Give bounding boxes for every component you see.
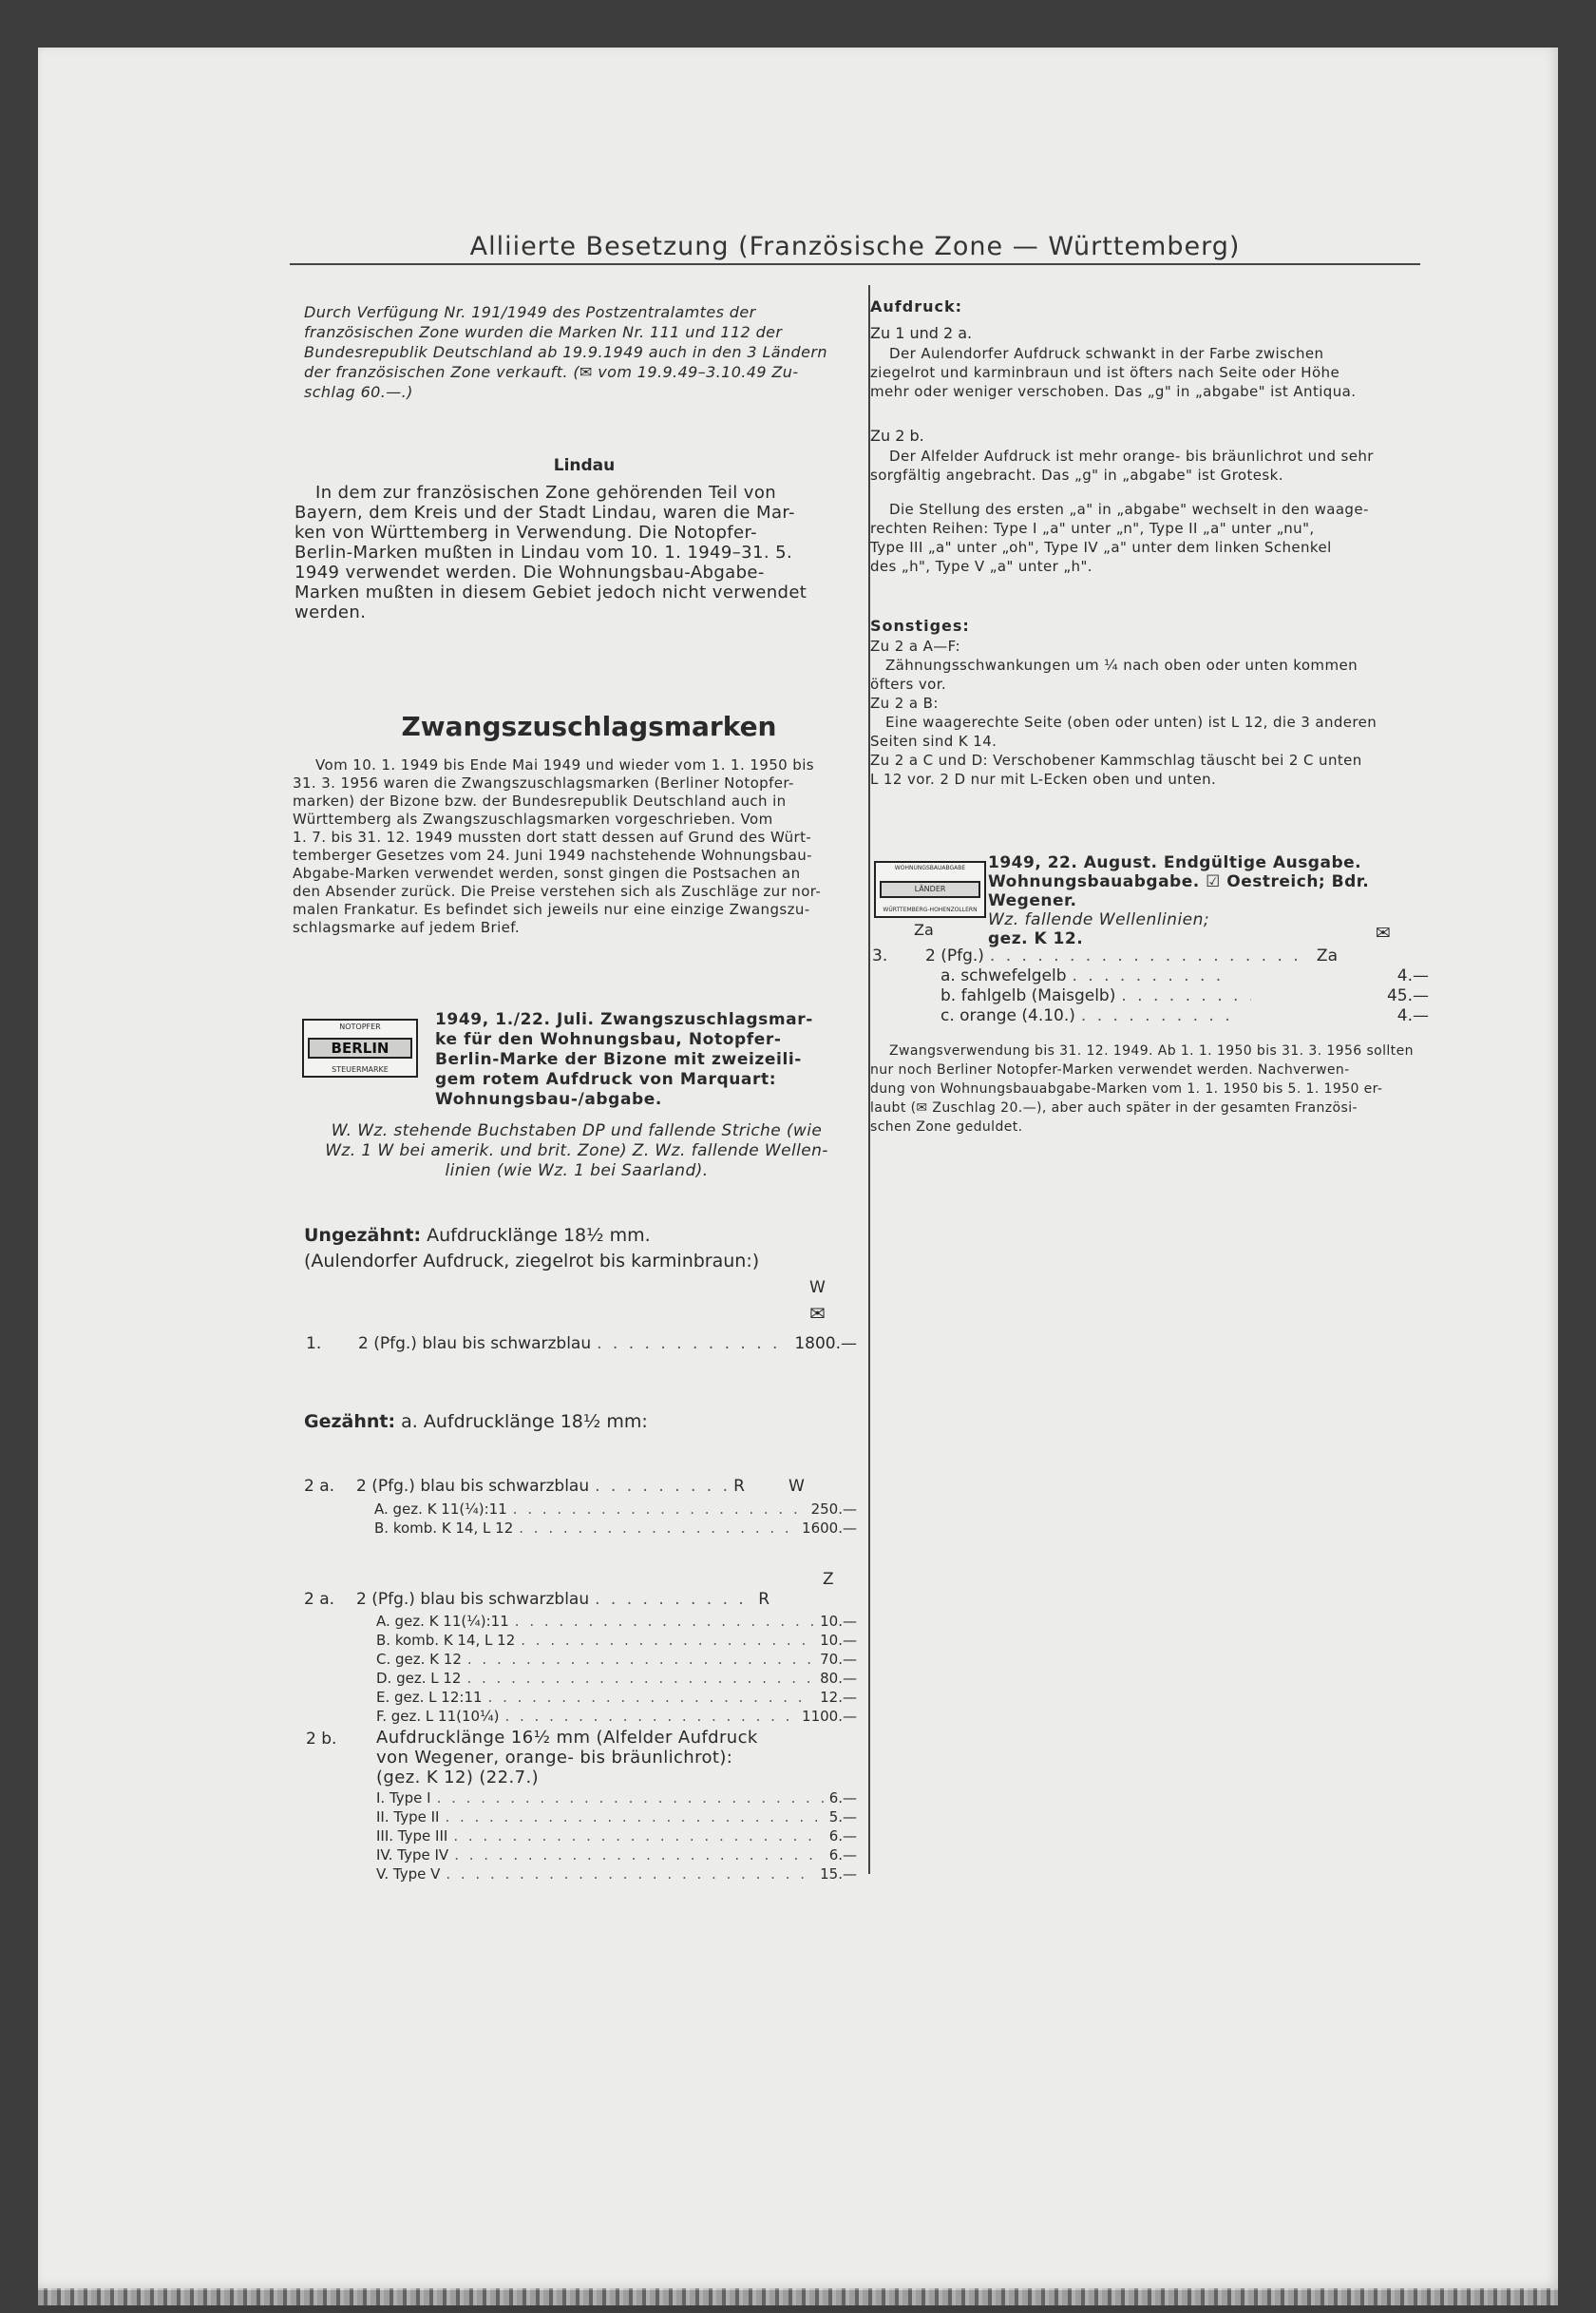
text-line: sorgfältig angebracht. Das „g" in „abgabe" ist Grotesk. bbox=[870, 467, 1283, 484]
envelope-icon: ✉ bbox=[1376, 923, 1391, 944]
subtype-value: 4.— bbox=[1396, 1006, 1429, 1025]
text-line: den Absender zurück. Die Preise verstehen sich als Zuschläge zur nor- bbox=[293, 883, 822, 900]
aulendorfer-paragraph bbox=[870, 344, 1429, 401]
sheet-edge-strip bbox=[38, 2288, 1558, 2305]
catalog-item-2a-z bbox=[304, 1590, 770, 1609]
text-line: 1949, 22. August. Endgültige Ausgabe. bbox=[988, 853, 1362, 872]
subtype-value: 12.— bbox=[820, 1689, 857, 1706]
aufdruck-heading: Aufdruck: bbox=[870, 297, 962, 315]
text-line: Berlin-Marken mußten in Lindau vom 10. 1. 1949–31. 5. bbox=[294, 543, 793, 563]
stamp-top-text: WOHNUNGSBAUABGABE bbox=[894, 865, 966, 871]
leader-dots bbox=[519, 1519, 796, 1538]
type-value: 6.— bbox=[828, 1827, 857, 1845]
item-number: 1. bbox=[306, 1334, 322, 1353]
text-line: ke für den Wohnungsbau, Notopfer- bbox=[435, 1030, 782, 1049]
catalog-item-1 bbox=[306, 1334, 857, 1353]
item-mark: R bbox=[733, 1477, 745, 1496]
text-line: von Wegener, orange- bis bräunlichrot): bbox=[376, 1748, 733, 1768]
list-item bbox=[940, 1006, 1429, 1026]
subtype-label: B. komb. K 14, L 12 bbox=[374, 1520, 514, 1537]
sonstiges-heading: Sonstiges: bbox=[870, 617, 970, 635]
subtype-label: F. gez. L 11(10¼) bbox=[376, 1708, 500, 1725]
text-line: schlagsmarke auf jedem Brief. bbox=[293, 919, 521, 936]
text-line: schlag 60.—.) bbox=[304, 383, 413, 401]
item-mark: R bbox=[758, 1590, 770, 1609]
stamp-image-wohnungsbauabgabe bbox=[874, 861, 986, 918]
type-label: II. Type II bbox=[376, 1808, 440, 1826]
leader-dots bbox=[454, 1845, 823, 1864]
text-line: Wohnungsbau-/abgabe. bbox=[435, 1090, 662, 1109]
text-line: Bayern, dem Kreis und der Stadt Lindau, waren die Mar- bbox=[294, 503, 795, 523]
item-2b-description bbox=[376, 1728, 851, 1787]
leader-dots bbox=[446, 1864, 814, 1883]
subtype-label: c. orange (4.10.) bbox=[940, 1006, 1075, 1025]
subtype-value: 80.— bbox=[820, 1670, 857, 1687]
list-item bbox=[940, 966, 1429, 986]
list-item bbox=[376, 1807, 857, 1826]
type-label: V. Type V bbox=[376, 1865, 441, 1883]
leader-dots bbox=[488, 1688, 815, 1707]
text-line: Bundesrepublik Deutschland ab 19.9.1949 auch in den 3 Ländern bbox=[304, 343, 827, 361]
text-line: des „h", Type V „a" unter „h". bbox=[870, 558, 1092, 575]
stamp-bottom-text: WÜRTTEMBERG-HOHENZOLLERN bbox=[883, 907, 978, 913]
issue-1949-juli-title bbox=[435, 1010, 853, 1110]
text-line: Zähnungsschwankungen um ¼ nach oben oder unten kommen bbox=[885, 657, 1358, 674]
text-line: Berlin-Marke der Bizone mit zweizeili- bbox=[435, 1050, 802, 1069]
stamp-mid-text: BERLIN bbox=[308, 1038, 412, 1059]
subtype-label: D. gez. L 12 bbox=[376, 1670, 462, 1687]
subtype-label: C. gez. K 12 bbox=[376, 1651, 462, 1668]
leader-dots bbox=[1121, 986, 1251, 1006]
gezaehnt-label: Gezähnt: bbox=[304, 1411, 396, 1432]
text-line bbox=[988, 891, 1434, 948]
list-item bbox=[376, 1669, 857, 1688]
leader-dots bbox=[1073, 966, 1232, 986]
text-line: ken von Württemberg in Verwendung. Die Notopfer- bbox=[294, 523, 758, 543]
gezaehnt-line bbox=[304, 1410, 648, 1433]
zwangsverwendung-note bbox=[870, 1042, 1431, 1137]
column-w-header: W bbox=[788, 1477, 805, 1496]
lindau-heading: Lindau bbox=[553, 456, 616, 475]
ungezaehnt-line bbox=[304, 1224, 651, 1247]
text-line: Die Stellung des ersten „a" in „abgabe" wechselt in den waage- bbox=[889, 501, 1369, 518]
text-line: mehr oder weniger verschoben. Das „g" in „abgabe" ist Antiqua. bbox=[870, 383, 1357, 400]
subtype-value: 70.— bbox=[820, 1651, 857, 1668]
type-value: 6.— bbox=[828, 1846, 857, 1864]
text-line: In dem zur französischen Zone gehörenden Teil von bbox=[315, 483, 777, 503]
leader-dots bbox=[445, 1807, 823, 1826]
text-line: Abgabe-Marken verwendet werden, sonst gingen die Postsachen an bbox=[293, 865, 801, 882]
stamp-bottom-text: STEUERMARKE bbox=[332, 1065, 389, 1074]
text-line: W. Wz. stehende Buchstaben DP und fallende Striche (wie bbox=[331, 1121, 823, 1140]
watermark-text: Wz. fallende Wellenlinien; bbox=[988, 910, 1210, 929]
ungezaehnt-sub: (Aulendorfer Aufdruck, ziegelrot bis karminbraun:) bbox=[304, 1251, 760, 1271]
column-w-header: W bbox=[809, 1278, 826, 1297]
perforation-text: gez. K 12. bbox=[988, 929, 1084, 948]
printer-name: Wegener. bbox=[988, 891, 1077, 910]
type-label: III. Type III bbox=[376, 1827, 448, 1845]
text-line: Marken mußten in diesem Gebiet jedoch nicht verwendet bbox=[294, 583, 808, 602]
column-za-header: Za bbox=[1316, 946, 1338, 965]
subtype-label: A. gez. K 11(¼):11 bbox=[376, 1613, 509, 1630]
text-line: laubt (✉ Zuschlag 20.—), aber auch später in der gesamten Französi- bbox=[870, 1100, 1358, 1116]
envelope-icon: ✉ bbox=[809, 1302, 826, 1325]
text-line: Wz. 1 W bei amerik. und brit. Zone) Z. Wz. fallende Wellen- bbox=[325, 1141, 828, 1160]
stamp-caption: Za bbox=[914, 921, 934, 939]
gezaehnt-text: a. Aufdrucklänge 18½ mm: bbox=[401, 1411, 648, 1432]
subtype-label: b. fahlgelb (Maisgelb) bbox=[940, 986, 1116, 1005]
leader-dots bbox=[504, 1707, 796, 1726]
catalog-item-2a-w bbox=[304, 1477, 855, 1496]
type-label: IV. Type IV bbox=[376, 1846, 449, 1864]
item-description: 2 (Pfg.) blau bis schwarzblau bbox=[358, 1334, 592, 1353]
item-description: 2 (Pfg.) blau bis schwarzblau bbox=[356, 1477, 590, 1496]
list-item bbox=[376, 1864, 857, 1883]
subtype-label: B. komb. K 14, L 12 bbox=[376, 1632, 516, 1649]
watermark-note bbox=[296, 1121, 857, 1181]
list-item bbox=[376, 1650, 857, 1669]
list-item bbox=[374, 1519, 857, 1538]
subtype-value: 45.— bbox=[1386, 986, 1430, 1005]
text-line: Vom 10. 1. 1949 bis Ende Mai 1949 und wieder vom 1. 1. 1950 bis bbox=[315, 756, 814, 774]
ungezaehnt-text: Aufdrucklänge 18½ mm. bbox=[427, 1225, 651, 1246]
leader-dots bbox=[515, 1612, 814, 1631]
page-header-title: Alliierte Besetzung (Französische Zone — Württemberg) bbox=[469, 232, 1241, 261]
type-value: 15.— bbox=[820, 1865, 857, 1883]
leader-dots bbox=[521, 1631, 814, 1650]
zu-2b-heading: Zu 2 b. bbox=[870, 427, 924, 445]
text-line: Zwangsverwendung bis 31. 12. 1949. Ab 1. 1. 1950 bis 31. 3. 1956 sollten bbox=[889, 1043, 1414, 1059]
text-line: Type III „a" unter „oh", Type IV „a" unter dem linken Schenkel bbox=[870, 539, 1332, 556]
text-line: öfters vor. bbox=[870, 676, 947, 693]
z-subtypes-list bbox=[376, 1612, 857, 1726]
leader-dots bbox=[990, 946, 1311, 965]
text-line: 1949 verwendet werden. Die Wohnungsbau-Abgabe- bbox=[294, 563, 765, 583]
zu-1-heading: Zu 1 und 2 a. bbox=[870, 324, 973, 342]
leader-dots bbox=[437, 1788, 824, 1807]
text-line: Zu 2 a B: bbox=[870, 695, 939, 712]
text-line: 1949, 1./22. Juli. Zwangszuschlagsmar- bbox=[435, 1010, 813, 1029]
list-item bbox=[376, 1631, 857, 1650]
list-item bbox=[376, 1612, 857, 1631]
subtype-value: 1600.— bbox=[802, 1520, 857, 1537]
subtype-value: 10.— bbox=[820, 1632, 857, 1649]
text-line: der französischen Zone verkauft. (✉ vom 19.9.49–3.10.49 Zu- bbox=[304, 363, 799, 381]
stamp-top-text: NOTOPFER bbox=[339, 1023, 381, 1031]
text-line: werden. bbox=[294, 602, 367, 622]
leader-dots bbox=[453, 1826, 823, 1845]
list-item bbox=[374, 1500, 857, 1519]
text-line: Der Aulendorfer Aufdruck schwankt in der Farbe zwischen bbox=[889, 345, 1324, 362]
leader-dots bbox=[595, 1477, 728, 1496]
text-line: Seiten sind K 14. bbox=[870, 733, 998, 750]
text-line: ziegelrot und karminbraun und ist öfters nach Seite oder Höhe bbox=[870, 364, 1340, 381]
text-line: französischen Zone wurden die Marken Nr. 111 und 112 der bbox=[304, 323, 783, 341]
lindau-paragraph bbox=[294, 483, 855, 622]
text-line: rechten Reihen: Type I „a" unter „n", Type II „a" unter „nu", bbox=[870, 520, 1315, 537]
text-line: (gez. K 12) (22.7.) bbox=[376, 1768, 540, 1787]
column-z-header: Z bbox=[823, 1570, 834, 1589]
subtype-value: 250.— bbox=[810, 1501, 857, 1518]
list-item bbox=[940, 986, 1429, 1006]
text-line: Der Alfelder Aufdruck ist mehr orange- bis bräunlichrot und sehr bbox=[889, 448, 1374, 465]
text-line: Durch Verfügung Nr. 191/1949 des Postzentralamtes der bbox=[304, 303, 756, 321]
type-value: 5.— bbox=[828, 1808, 857, 1826]
text-line: Eine waagerechte Seite (oben oder unten) ist L 12, die 3 anderen bbox=[885, 714, 1378, 731]
text-line: dung von Wohnungsbauabgabe-Marken vom 1. 1. 1950 bis 5. 1. 1950 er- bbox=[870, 1081, 1383, 1097]
issue-1949-august-title bbox=[988, 853, 1434, 948]
item-description: 2 (Pfg.) bbox=[925, 946, 984, 965]
leader-dots bbox=[466, 1669, 814, 1688]
text-line: marken) der Bizone bzw. der Bundesrepublik Deutschland auch in bbox=[293, 793, 787, 810]
list-item bbox=[376, 1788, 857, 1807]
text-line: Zu 2 a A—F: bbox=[870, 638, 961, 655]
subtype-value: 1100.— bbox=[802, 1708, 857, 1725]
text-line: nur noch Berliner Notopfer-Marken verwendet werden. Nachverwen- bbox=[870, 1062, 1350, 1078]
subtype-label: A. gez. K 11(¼):11 bbox=[374, 1501, 507, 1518]
text-line: 31. 3. 1956 waren die Zwangszuschlagsmarken (Berliner Notopfer- bbox=[293, 774, 794, 792]
header-rule bbox=[290, 263, 1420, 265]
text-line: Zu 2 a C und D: Verschobener Kammschlag täuscht bei 2 C unten bbox=[870, 752, 1362, 769]
stellung-paragraph bbox=[870, 500, 1429, 576]
stamp-image-notopfer-berlin bbox=[302, 1019, 418, 1078]
leader-dots bbox=[597, 1334, 788, 1353]
item-3-subtypes bbox=[940, 966, 1429, 1026]
leader-dots bbox=[467, 1650, 814, 1669]
alfelder-paragraph bbox=[870, 447, 1429, 485]
item-number-2b: 2 b. bbox=[306, 1730, 337, 1749]
zwangszuschlag-heading: Zwangszuschlagsmarken bbox=[401, 711, 777, 742]
text-line: Wohnungsbauabgabe. ☑ Oestreich; Bdr. bbox=[988, 872, 1370, 891]
intro-paragraph bbox=[304, 302, 846, 402]
text-line: malen Frankatur. Es befindet sich jeweils nur eine einzige Zwangszu- bbox=[293, 901, 810, 918]
subtype-value: 10.— bbox=[820, 1613, 857, 1630]
w-subtypes-list bbox=[374, 1500, 857, 1538]
item-description: 2 (Pfg.) blau bis schwarzblau bbox=[356, 1590, 590, 1609]
type-value: 6.— bbox=[828, 1789, 857, 1806]
text-line: temberger Gesetzes vom 24. Juni 1949 nachstehende Wohnungsbau- bbox=[293, 847, 812, 864]
type-label: I. Type I bbox=[376, 1789, 431, 1806]
text-line: Aufdrucklänge 16½ mm (Alfelder Aufdruck bbox=[376, 1728, 758, 1748]
leader-dots bbox=[513, 1500, 806, 1519]
item-number: 3. bbox=[872, 946, 888, 965]
leader-dots bbox=[1081, 1006, 1236, 1026]
text-line: L 12 vor. 2 D nur mit L-Ecken oben und unten. bbox=[870, 771, 1217, 788]
item-number: 2 a. bbox=[304, 1477, 335, 1496]
list-item bbox=[376, 1826, 857, 1845]
list-item bbox=[376, 1845, 857, 1864]
catalog-item-3 bbox=[872, 946, 1338, 965]
ungezaehnt-label: Ungezähnt: bbox=[304, 1225, 422, 1246]
text-line: linien (wie Wz. 1 bei Saarland). bbox=[445, 1161, 709, 1180]
subtype-label: a. schwefelgelb bbox=[940, 966, 1067, 985]
subtype-label: E. gez. L 12:11 bbox=[376, 1689, 483, 1706]
types-list bbox=[376, 1788, 857, 1883]
zwangszuschlag-paragraph bbox=[293, 756, 863, 937]
sonstiges-paragraph bbox=[870, 637, 1431, 789]
list-item bbox=[376, 1707, 857, 1726]
text-line: 1. 7. bis 31. 12. 1949 mussten dort statt dessen auf Grund des Würt- bbox=[293, 829, 812, 846]
leader-dots bbox=[595, 1590, 752, 1609]
stamp-mid-text: LÄNDER bbox=[880, 881, 980, 898]
text-line: schen Zone geduldet. bbox=[870, 1119, 1023, 1135]
text-line: gem rotem Aufdruck von Marquart: bbox=[435, 1070, 777, 1089]
text-line: Württemberg als Zwangszuschlagsmarken vorgeschrieben. Vom bbox=[293, 811, 773, 828]
item-value: 1800.— bbox=[794, 1334, 857, 1353]
list-item bbox=[376, 1688, 857, 1707]
item-number: 2 a. bbox=[304, 1590, 335, 1609]
subtype-value: 4.— bbox=[1396, 966, 1430, 985]
